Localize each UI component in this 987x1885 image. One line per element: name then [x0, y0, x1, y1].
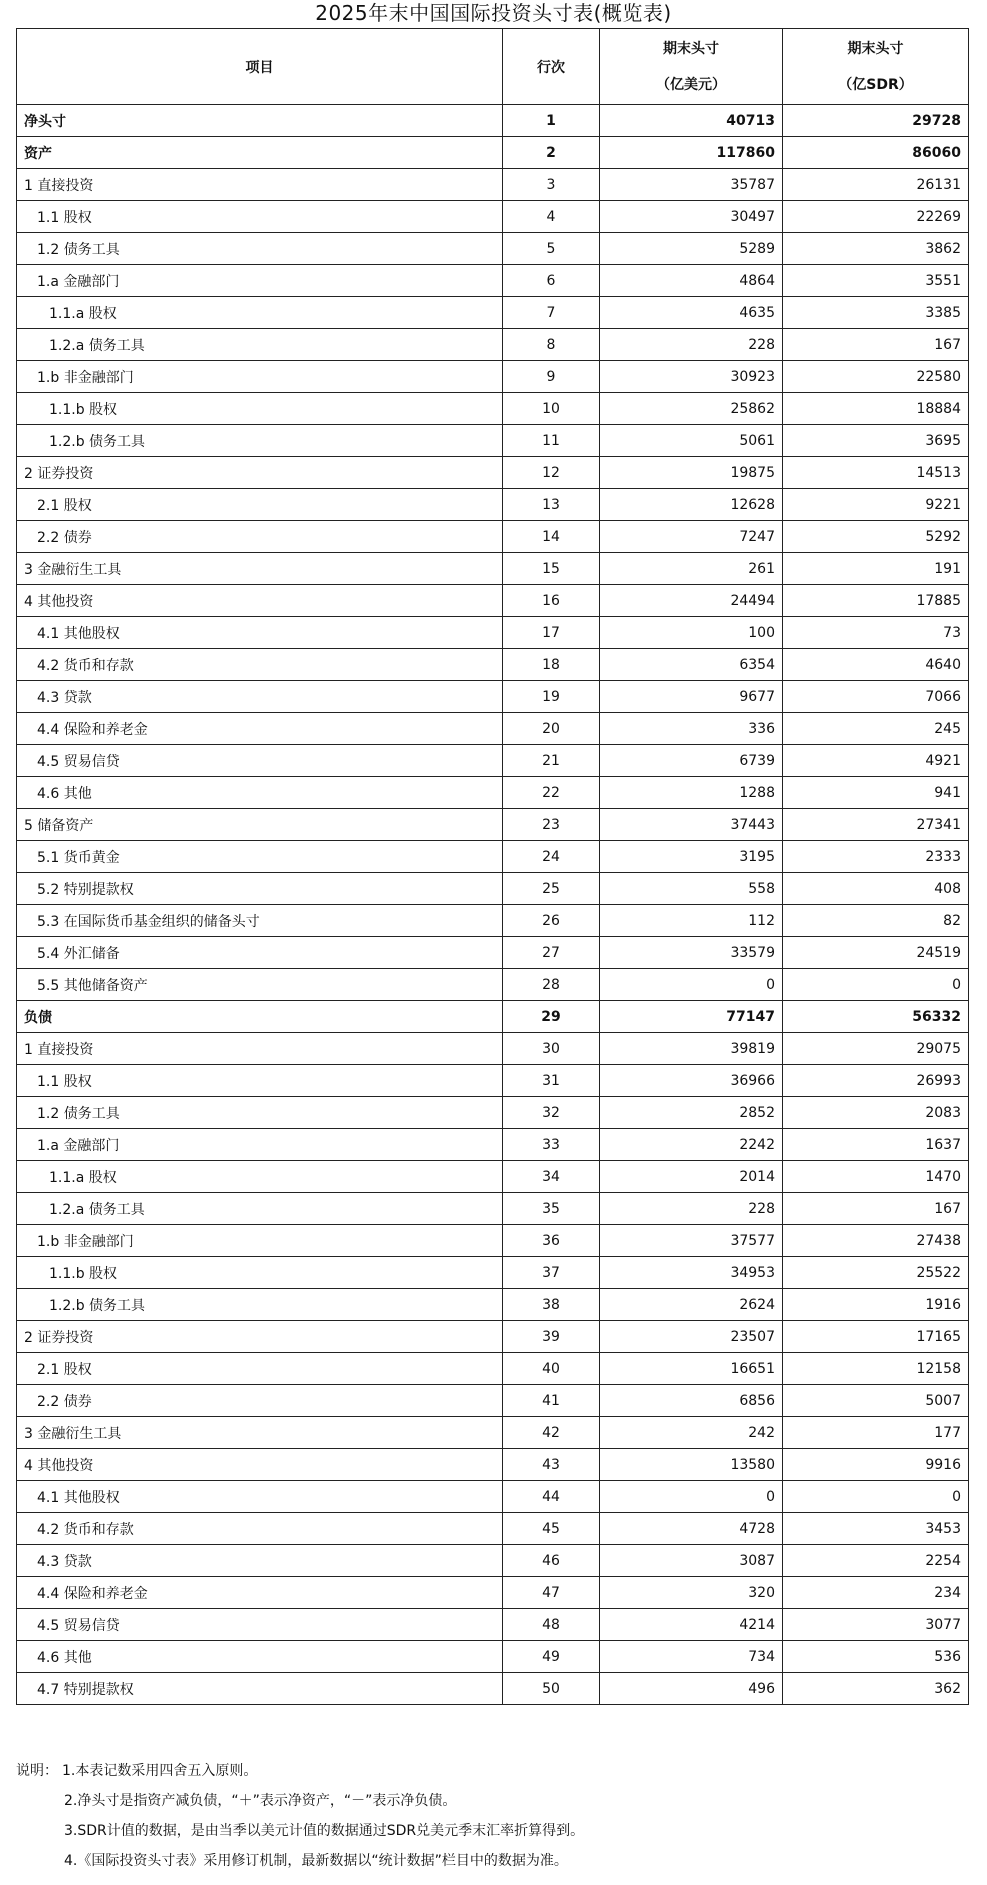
- row-sdr-cell: 4640: [783, 649, 969, 681]
- row-item-cell: 1 直接投资: [17, 169, 503, 201]
- table-row: [17, 617, 969, 649]
- table-row: [17, 873, 969, 905]
- row-usd-cell: 25862: [600, 393, 783, 425]
- row-usd-cell: 2852: [600, 1097, 783, 1129]
- row-item-cell: 4.4 保险和养老金: [17, 713, 503, 745]
- row-item-cell: 1.1.a 股权: [17, 297, 503, 329]
- table-row: [17, 169, 969, 201]
- row-item-cell: 4.2 货币和存款: [17, 1513, 503, 1545]
- header-usd-line1: 期末头寸: [663, 40, 719, 57]
- row-usd-cell: 24494: [600, 585, 783, 617]
- row-item-cell: 4.6 其他: [17, 1641, 503, 1673]
- table-row: [17, 1225, 969, 1257]
- row-sdr-cell: 9916: [783, 1449, 969, 1481]
- row-item-cell: 1.1 股权: [17, 1065, 503, 1097]
- header-sdr-line2: （亿SDR）: [838, 76, 913, 93]
- table-row: [17, 1545, 969, 1577]
- row-number-cell: 33: [503, 1129, 600, 1161]
- row-number-cell: 26: [503, 905, 600, 937]
- row-item-cell: 2 证券投资: [17, 1321, 503, 1353]
- row-usd-cell: 6856: [600, 1385, 783, 1417]
- row-sdr-cell: 18884: [783, 393, 969, 425]
- table-row: [17, 841, 969, 873]
- row-number-cell: 40: [503, 1353, 600, 1385]
- table-row: [17, 1033, 969, 1065]
- row-item-cell: 4.3 贷款: [17, 1545, 503, 1577]
- row-usd-cell: 4635: [600, 297, 783, 329]
- row-usd-cell: 37443: [600, 809, 783, 841]
- row-number-cell: 21: [503, 745, 600, 777]
- table-row: [17, 937, 969, 969]
- row-sdr-cell: 0: [783, 1481, 969, 1513]
- row-sdr-cell: 17885: [783, 585, 969, 617]
- row-usd-cell: 261: [600, 553, 783, 585]
- row-item-cell: 1.2 债务工具: [17, 233, 503, 265]
- row-number-cell: 15: [503, 553, 600, 585]
- row-sdr-cell: 245: [783, 713, 969, 745]
- row-item-cell: 1.2.b 债务工具: [17, 425, 503, 457]
- row-sdr-cell: 5007: [783, 1385, 969, 1417]
- table-row: [17, 457, 969, 489]
- row-number-cell: 1: [503, 105, 600, 137]
- row-item-cell: 1.b 非金融部门: [17, 361, 503, 393]
- row-sdr-cell: 2254: [783, 1545, 969, 1577]
- row-number-cell: 50: [503, 1673, 600, 1705]
- row-item-cell: 4.6 其他: [17, 777, 503, 809]
- row-number-cell: 20: [503, 713, 600, 745]
- row-usd-cell: 336: [600, 713, 783, 745]
- row-sdr-cell: 26131: [783, 169, 969, 201]
- row-usd-cell: 37577: [600, 1225, 783, 1257]
- row-sdr-cell: 22580: [783, 361, 969, 393]
- row-number-cell: 13: [503, 489, 600, 521]
- table-row: [17, 1577, 969, 1609]
- row-sdr-cell: 25522: [783, 1257, 969, 1289]
- row-item-cell: 2.1 股权: [17, 1353, 503, 1385]
- row-number-cell: 27: [503, 937, 600, 969]
- row-item-cell: 3 金融衍生工具: [17, 553, 503, 585]
- table-row: [17, 1001, 969, 1033]
- row-number-cell: 39: [503, 1321, 600, 1353]
- row-sdr-cell: 7066: [783, 681, 969, 713]
- table-row: [17, 649, 969, 681]
- table-row: [17, 361, 969, 393]
- row-number-cell: 3: [503, 169, 600, 201]
- row-sdr-cell: 27341: [783, 809, 969, 841]
- row-item-cell: 4.1 其他股权: [17, 617, 503, 649]
- header-sdr: [783, 29, 969, 105]
- row-item-cell: 2.2 债券: [17, 521, 503, 553]
- row-number-cell: 46: [503, 1545, 600, 1577]
- row-sdr-cell: 177: [783, 1417, 969, 1449]
- table-row: [17, 745, 969, 777]
- row-number-cell: 49: [503, 1641, 600, 1673]
- row-usd-cell: 40713: [600, 105, 783, 137]
- row-usd-cell: 34953: [600, 1257, 783, 1289]
- row-number-cell: 32: [503, 1097, 600, 1129]
- table-row: [17, 1257, 969, 1289]
- row-number-cell: 31: [503, 1065, 600, 1097]
- row-sdr-cell: 1470: [783, 1161, 969, 1193]
- row-usd-cell: 112: [600, 905, 783, 937]
- row-number-cell: 19: [503, 681, 600, 713]
- table-row: [17, 1641, 969, 1673]
- table-row: [17, 1193, 969, 1225]
- row-sdr-cell: 167: [783, 1193, 969, 1225]
- row-sdr-cell: 3385: [783, 297, 969, 329]
- row-usd-cell: 16651: [600, 1353, 783, 1385]
- row-sdr-cell: 26993: [783, 1065, 969, 1097]
- row-number-cell: 35: [503, 1193, 600, 1225]
- note-text: 1.本表记数采用四舍五入原则。: [62, 1763, 258, 1779]
- row-item-cell: 1.a 金融部门: [17, 265, 503, 297]
- row-number-cell: 36: [503, 1225, 600, 1257]
- row-number-cell: 2: [503, 137, 600, 169]
- row-sdr-cell: 2333: [783, 841, 969, 873]
- table-row: [17, 201, 969, 233]
- row-item-cell: 4.5 贸易信贷: [17, 1609, 503, 1641]
- row-sdr-cell: 408: [783, 873, 969, 905]
- row-sdr-cell: 234: [783, 1577, 969, 1609]
- table-row: [17, 681, 969, 713]
- row-number-cell: 11: [503, 425, 600, 457]
- row-item-cell: 5.1 货币黄金: [17, 841, 503, 873]
- row-number-cell: 42: [503, 1417, 600, 1449]
- row-usd-cell: 5289: [600, 233, 783, 265]
- row-number-cell: 25: [503, 873, 600, 905]
- row-item-cell: 1.1.a 股权: [17, 1161, 503, 1193]
- row-number-cell: 5: [503, 233, 600, 265]
- row-number-cell: 41: [503, 1385, 600, 1417]
- row-number-cell: 24: [503, 841, 600, 873]
- row-sdr-cell: 2083: [783, 1097, 969, 1129]
- table-row: [17, 137, 969, 169]
- header-row-number: 行次: [503, 29, 600, 105]
- row-sdr-cell: 167: [783, 329, 969, 361]
- row-item-cell: 5.3 在国际货币基金组织的储备头寸: [17, 905, 503, 937]
- row-number-cell: 34: [503, 1161, 600, 1193]
- row-usd-cell: 734: [600, 1641, 783, 1673]
- row-usd-cell: 39819: [600, 1033, 783, 1065]
- table-row: [17, 1321, 969, 1353]
- note-line: [16, 1756, 976, 1786]
- row-sdr-cell: 73: [783, 617, 969, 649]
- header-sdr-line1: 期末头寸: [847, 40, 904, 57]
- row-number-cell: 16: [503, 585, 600, 617]
- note-line: 2.净头寸是指资产减负债，“＋”表示净资产，“－”表示净负债。: [64, 1793, 457, 1809]
- row-usd-cell: 3195: [600, 841, 783, 873]
- table-row: [17, 233, 969, 265]
- row-number-cell: 9: [503, 361, 600, 393]
- row-usd-cell: 320: [600, 1577, 783, 1609]
- table-row: [17, 489, 969, 521]
- row-sdr-cell: 1916: [783, 1289, 969, 1321]
- table-row: [17, 393, 969, 425]
- notes: [16, 1756, 976, 1876]
- row-usd-cell: 2624: [600, 1289, 783, 1321]
- row-usd-cell: 2014: [600, 1161, 783, 1193]
- row-sdr-cell: 56332: [783, 1001, 969, 1033]
- row-usd-cell: 36966: [600, 1065, 783, 1097]
- table-row: [17, 1609, 969, 1641]
- table-row: [17, 1417, 969, 1449]
- row-usd-cell: 35787: [600, 169, 783, 201]
- row-number-cell: 44: [503, 1481, 600, 1513]
- row-item-cell: 4.5 贸易信贷: [17, 745, 503, 777]
- row-item-cell: 2.2 债券: [17, 1385, 503, 1417]
- table-row: [17, 1481, 969, 1513]
- row-sdr-cell: 3453: [783, 1513, 969, 1545]
- row-sdr-cell: 12158: [783, 1353, 969, 1385]
- row-number-cell: 28: [503, 969, 600, 1001]
- row-number-cell: 43: [503, 1449, 600, 1481]
- table-row: [17, 713, 969, 745]
- row-sdr-cell: 14513: [783, 457, 969, 489]
- row-usd-cell: 30923: [600, 361, 783, 393]
- row-usd-cell: 13580: [600, 1449, 783, 1481]
- row-number-cell: 29: [503, 1001, 600, 1033]
- row-usd-cell: 4864: [600, 265, 783, 297]
- row-number-cell: 47: [503, 1577, 600, 1609]
- row-item-cell: 4.4 保险和养老金: [17, 1577, 503, 1609]
- table-row: [17, 585, 969, 617]
- row-item-cell: 2.1 股权: [17, 489, 503, 521]
- table-row: [17, 969, 969, 1001]
- row-usd-cell: 19875: [600, 457, 783, 489]
- row-item-cell: 5.5 其他储备资产: [17, 969, 503, 1001]
- row-sdr-cell: 22269: [783, 201, 969, 233]
- row-number-cell: 37: [503, 1257, 600, 1289]
- table-row: [17, 1289, 969, 1321]
- row-usd-cell: 100: [600, 617, 783, 649]
- row-sdr-cell: 1637: [783, 1129, 969, 1161]
- table-row: [17, 809, 969, 841]
- header-item: 项目: [17, 29, 503, 105]
- row-item-cell: 5 储备资产: [17, 809, 503, 841]
- header-usd-line2: （亿美元）: [656, 76, 726, 93]
- row-number-cell: 30: [503, 1033, 600, 1065]
- row-sdr-cell: 29075: [783, 1033, 969, 1065]
- page-title: 2025年末中国国际投资头寸表(概览表): [315, 1, 672, 25]
- table-row: [17, 1385, 969, 1417]
- row-usd-cell: 9677: [600, 681, 783, 713]
- table-row: [17, 905, 969, 937]
- row-usd-cell: 23507: [600, 1321, 783, 1353]
- row-item-cell: 负债: [17, 1001, 503, 1033]
- table-row: [17, 777, 969, 809]
- row-sdr-cell: 24519: [783, 937, 969, 969]
- row-number-cell: 4: [503, 201, 600, 233]
- table-row: [17, 1673, 969, 1705]
- row-usd-cell: 228: [600, 1193, 783, 1225]
- note-line: 3.SDR计值的数据，是由当季以美元计值的数据通过SDR兑美元季末汇率折算得到。: [64, 1823, 585, 1839]
- table-row: [17, 1065, 969, 1097]
- row-usd-cell: 558: [600, 873, 783, 905]
- header-usd: [600, 29, 783, 105]
- ipp-table: [16, 28, 969, 1705]
- row-usd-cell: 5061: [600, 425, 783, 457]
- row-item-cell: 3 金融衍生工具: [17, 1417, 503, 1449]
- row-sdr-cell: 536: [783, 1641, 969, 1673]
- row-number-cell: 23: [503, 809, 600, 841]
- row-sdr-cell: 0: [783, 969, 969, 1001]
- row-usd-cell: 77147: [600, 1001, 783, 1033]
- table-row: [17, 1129, 969, 1161]
- row-item-cell: 4 其他投资: [17, 1449, 503, 1481]
- table-row: [17, 553, 969, 585]
- row-usd-cell: 4214: [600, 1609, 783, 1641]
- row-number-cell: 38: [503, 1289, 600, 1321]
- row-sdr-cell: 3862: [783, 233, 969, 265]
- table-row: [17, 297, 969, 329]
- row-sdr-cell: 4921: [783, 745, 969, 777]
- row-number-cell: 18: [503, 649, 600, 681]
- row-number-cell: 12: [503, 457, 600, 489]
- table-header-row: [17, 29, 969, 105]
- table-row: [17, 265, 969, 297]
- row-number-cell: 17: [503, 617, 600, 649]
- row-number-cell: 45: [503, 1513, 600, 1545]
- row-item-cell: 2 证券投资: [17, 457, 503, 489]
- row-sdr-cell: 3695: [783, 425, 969, 457]
- row-number-cell: 14: [503, 521, 600, 553]
- table-row: [17, 1161, 969, 1193]
- row-sdr-cell: 362: [783, 1673, 969, 1705]
- row-usd-cell: 228: [600, 329, 783, 361]
- row-usd-cell: 0: [600, 1481, 783, 1513]
- row-sdr-cell: 5292: [783, 521, 969, 553]
- row-item-cell: 1.1.b 股权: [17, 1257, 503, 1289]
- row-usd-cell: 0: [600, 969, 783, 1001]
- row-item-cell: 净头寸: [17, 105, 503, 137]
- row-item-cell: 1.b 非金融部门: [17, 1225, 503, 1257]
- row-item-cell: 4.1 其他股权: [17, 1481, 503, 1513]
- row-item-cell: 1 直接投资: [17, 1033, 503, 1065]
- row-item-cell: 4.7 特别提款权: [17, 1673, 503, 1705]
- row-usd-cell: 30497: [600, 201, 783, 233]
- row-sdr-cell: 3551: [783, 265, 969, 297]
- row-item-cell: 4.3 贷款: [17, 681, 503, 713]
- row-sdr-cell: 191: [783, 553, 969, 585]
- row-usd-cell: 12628: [600, 489, 783, 521]
- note-line: 4.《国际投资头寸表》采用修订机制，最新数据以“统计数据”栏目中的数据为准。: [64, 1853, 568, 1869]
- row-item-cell: 5.4 外汇储备: [17, 937, 503, 969]
- row-item-cell: 1.1 股权: [17, 201, 503, 233]
- row-sdr-cell: 29728: [783, 105, 969, 137]
- row-item-cell: 4.2 货币和存款: [17, 649, 503, 681]
- row-usd-cell: 4728: [600, 1513, 783, 1545]
- row-sdr-cell: 9221: [783, 489, 969, 521]
- row-item-cell: 1.2.a 债务工具: [17, 1193, 503, 1225]
- row-usd-cell: 7247: [600, 521, 783, 553]
- row-number-cell: 8: [503, 329, 600, 361]
- row-sdr-cell: 86060: [783, 137, 969, 169]
- row-sdr-cell: 941: [783, 777, 969, 809]
- table-row: [17, 521, 969, 553]
- row-number-cell: 6: [503, 265, 600, 297]
- row-usd-cell: 242: [600, 1417, 783, 1449]
- table-row: [17, 425, 969, 457]
- row-sdr-cell: 3077: [783, 1609, 969, 1641]
- row-usd-cell: 1288: [600, 777, 783, 809]
- row-item-cell: 1.2 债务工具: [17, 1097, 503, 1129]
- row-sdr-cell: 82: [783, 905, 969, 937]
- row-usd-cell: 496: [600, 1673, 783, 1705]
- row-item-cell: 1.a 金融部门: [17, 1129, 503, 1161]
- table-row: [17, 1513, 969, 1545]
- table-body: [17, 105, 969, 1705]
- row-usd-cell: 6354: [600, 649, 783, 681]
- row-item-cell: 1.1.b 股权: [17, 393, 503, 425]
- row-item-cell: 1.2.a 债务工具: [17, 329, 503, 361]
- table-row: [17, 1353, 969, 1385]
- row-usd-cell: 2242: [600, 1129, 783, 1161]
- notes-label: 说明：: [16, 1763, 58, 1779]
- row-number-cell: 10: [503, 393, 600, 425]
- row-item-cell: 5.2 特别提款权: [17, 873, 503, 905]
- row-usd-cell: 117860: [600, 137, 783, 169]
- row-item-cell: 4 其他投资: [17, 585, 503, 617]
- row-number-cell: 7: [503, 297, 600, 329]
- table-row: [17, 105, 969, 137]
- table-row: [17, 1449, 969, 1481]
- table-row: [17, 1097, 969, 1129]
- table-row: [17, 329, 969, 361]
- row-usd-cell: 3087: [600, 1545, 783, 1577]
- row-number-cell: 22: [503, 777, 600, 809]
- row-item-cell: 资产: [17, 137, 503, 169]
- row-usd-cell: 33579: [600, 937, 783, 969]
- row-sdr-cell: 27438: [783, 1225, 969, 1257]
- row-item-cell: 1.2.b 债务工具: [17, 1289, 503, 1321]
- row-usd-cell: 6739: [600, 745, 783, 777]
- row-sdr-cell: 17165: [783, 1321, 969, 1353]
- row-number-cell: 48: [503, 1609, 600, 1641]
